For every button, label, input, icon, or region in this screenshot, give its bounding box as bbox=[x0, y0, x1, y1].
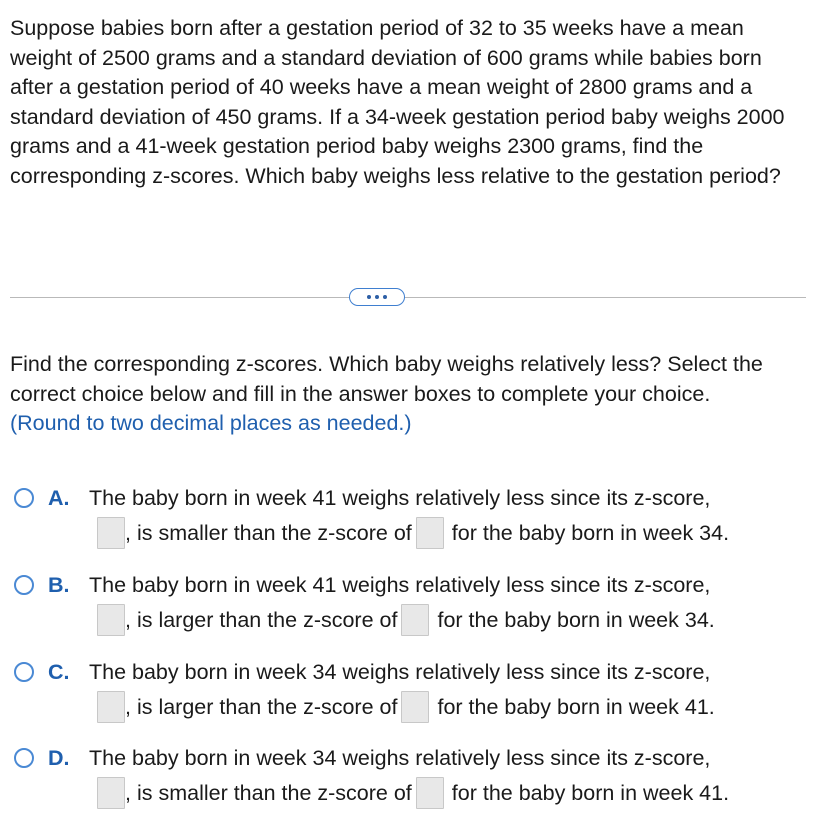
z-score-input-1[interactable] bbox=[97, 777, 125, 809]
choice-mid-text: , is smaller than the z-score of bbox=[125, 780, 412, 805]
rounding-note: (Round to two decimal places as needed.) bbox=[10, 411, 412, 435]
choice-answer-line bbox=[89, 689, 715, 725]
z-score-input-2[interactable] bbox=[401, 691, 429, 723]
ellipsis-icon bbox=[367, 295, 371, 299]
choice-mid-text: , is smaller than the z-score of bbox=[125, 520, 412, 545]
choice-text: The baby born in week 41 weighs relatively less since its z-score, bbox=[89, 486, 711, 510]
radio-unselected-icon[interactable] bbox=[14, 748, 34, 768]
choice-d[interactable] bbox=[14, 744, 804, 814]
choice-c[interactable] bbox=[14, 658, 804, 728]
radio-unselected-icon[interactable] bbox=[14, 662, 34, 682]
z-score-input-1[interactable] bbox=[97, 604, 125, 636]
instructions bbox=[10, 350, 800, 439]
radio-unselected-icon[interactable] bbox=[14, 488, 34, 508]
choice-answer-line bbox=[89, 515, 729, 551]
choice-end-text: for the baby born in week 34. bbox=[451, 520, 730, 545]
z-score-input-1[interactable] bbox=[97, 517, 125, 549]
choice-end-text: for the baby born in week 41. bbox=[451, 780, 730, 805]
choice-answer-line bbox=[89, 775, 729, 811]
choice-mid-text: , is larger than the z-score of bbox=[125, 694, 398, 719]
choice-text: The baby born in week 41 weighs relatively less since its z-score, bbox=[89, 573, 711, 597]
choice-letter: A. bbox=[48, 486, 70, 510]
radio-unselected-icon[interactable] bbox=[14, 575, 34, 595]
choice-b[interactable] bbox=[14, 571, 804, 641]
question-text: Suppose babies born after a gestation period of 32 to 35 weeks have a mean weight of 2500 grams and a standard deviation of 600 grams while babies born after a gestation period of 40 weeks have a mean weight of 2800 grams and a standard deviation of 450 grams. If a 34-week gestation period baby weighs 2000 grams and a 41-week gestation period baby weighs 2300 grams, find the corresponding z-scores. Which baby weighs less relative to the gestation period? bbox=[10, 16, 785, 188]
ellipsis-icon bbox=[383, 295, 387, 299]
choice-end-text: for the baby born in week 41. bbox=[437, 694, 715, 719]
z-score-input-2[interactable] bbox=[401, 604, 429, 636]
show-more-button[interactable] bbox=[349, 288, 405, 306]
choice-end-text: for the baby born in week 34. bbox=[437, 607, 715, 632]
choice-letter: B. bbox=[48, 573, 70, 597]
choice-letter: D. bbox=[48, 746, 70, 770]
instructions-text: Find the corresponding z-scores. Which baby weighs relatively less? Select the correct choice below and fill in the answer boxes to complete your choice. bbox=[10, 352, 763, 406]
choice-a[interactable] bbox=[14, 484, 804, 554]
choice-text: The baby born in week 34 weighs relatively less since its z-score, bbox=[89, 746, 711, 770]
z-score-input-2[interactable] bbox=[416, 517, 444, 549]
choice-mid-text: , is larger than the z-score of bbox=[125, 607, 398, 632]
z-score-input-1[interactable] bbox=[97, 691, 125, 723]
z-score-input-2[interactable] bbox=[416, 777, 444, 809]
choice-text: The baby born in week 34 weighs relatively less since its z-score, bbox=[89, 660, 711, 684]
choice-answer-line bbox=[89, 602, 715, 638]
section-divider bbox=[10, 297, 806, 298]
ellipsis-icon bbox=[375, 295, 379, 299]
choice-letter: C. bbox=[48, 660, 70, 684]
